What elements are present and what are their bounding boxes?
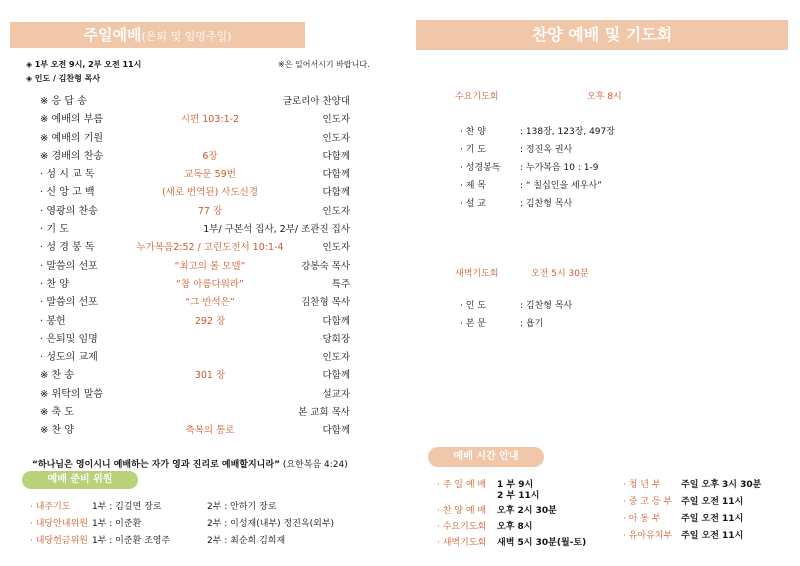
order-content: 누가복음2:52 / 고린도전서 10:1-4 [136, 242, 284, 254]
order-leader: 인도자 [322, 352, 350, 364]
order-row [40, 184, 350, 202]
schedule-row [623, 477, 761, 490]
dawn-row [460, 298, 572, 311]
schedule-time: 오후 2시 30분 [497, 506, 557, 516]
order-leader: 인도자 [322, 114, 350, 126]
prep-committee-title: 예배 준비 위원 [22, 471, 138, 489]
order-row [40, 166, 350, 184]
order-leader: 글로리아 찬양대 [282, 96, 350, 107]
order-item: · 영광의 찬송 [40, 205, 98, 217]
standing-note: ※은 일어서시기 바랍니다. [278, 60, 370, 69]
prep-label: · 내주기도 [30, 502, 71, 512]
prep-row [30, 499, 277, 512]
order-item: · 신 앙 고 백 [40, 187, 95, 199]
order-row [40, 258, 350, 276]
order-leader: 다함께 [322, 315, 350, 327]
order-content: “참 아름다워라” [176, 278, 244, 290]
dawn-title: 새벽기도회 [455, 269, 499, 279]
wed-title: 수요기도회 [455, 92, 499, 102]
schedule-time: 주일 오전 11시 [681, 531, 744, 541]
wed-time: 오후 8시 [587, 92, 622, 102]
schedule-row [437, 535, 586, 548]
schedule-name: · 중 고 등 부 [623, 497, 673, 507]
schedule-time: 오후 8시 [497, 522, 533, 532]
detail-key: · 기 도 [460, 145, 486, 155]
order-content: 시편 103:1-2 [180, 114, 240, 126]
schedule-name: · 찬 양 예 배 [437, 506, 487, 516]
order-leader: 다함께 [322, 150, 350, 162]
order-row [40, 349, 350, 367]
order-row [40, 203, 350, 221]
detail-value: : 누가복음 10 : 1-9 [520, 163, 599, 173]
prep-first: 1부 : 이준환 [92, 519, 142, 529]
order-item: ※ 찬 양 [40, 425, 75, 437]
diamond-icon: ◈ [26, 60, 33, 69]
detail-key: · 제 목 [460, 181, 486, 191]
schedule-row [437, 503, 557, 516]
order-item: · 말씀의 선포 [40, 297, 98, 309]
order-row [40, 221, 350, 239]
order-item: ※ 축 도 [40, 407, 75, 419]
order-item: ※ 위탁의 말씀 [40, 388, 104, 400]
wed-row [460, 178, 602, 191]
schedule-time: 1 부 9시 [497, 480, 534, 490]
order-row [40, 422, 350, 440]
order-leader: 본 교회 목사 [298, 407, 350, 419]
order-row [40, 130, 350, 148]
scripture-quote [32, 457, 348, 470]
schedule-name: · 주 일 예 배 [437, 480, 487, 490]
schedule-time: 주일 오후 3시 30분 [681, 480, 762, 490]
order-row [40, 93, 350, 111]
quote-text: “하나님은 영이시니 예배하는 자가 영과 진리로 예배할지니라” [32, 460, 280, 470]
order-row [40, 294, 350, 312]
page-title [10, 22, 305, 48]
order-item: · 말씀의 선포 [40, 260, 98, 272]
schedule-name: · 청 년 부 [623, 480, 661, 490]
order-item: · 성 경 봉 독 [40, 242, 95, 254]
order-content: 축복의 통로 [185, 425, 235, 437]
prep-second: 2부 : 이성재(내부) 정진옥(외부) [207, 519, 335, 529]
prep-row [30, 516, 334, 529]
order-item: · 성도의 교제 [40, 352, 98, 364]
order-row [40, 239, 350, 257]
detail-value: : 김찬형 목사 [520, 199, 573, 209]
order-content: 6장 [202, 150, 218, 162]
schedule-name: · 새벽기도회 [437, 538, 487, 548]
schedule-row [623, 494, 743, 507]
service-times [26, 59, 141, 70]
dawn-row [460, 316, 543, 329]
order-row [40, 404, 350, 422]
order-leader: 다함께 [322, 425, 350, 437]
detail-value: : 욥기 [520, 319, 544, 329]
schedule-time: 새벽 5시 30분(월-토) [497, 538, 587, 548]
wed-row [460, 196, 572, 209]
order-leader: 설교자 [322, 388, 350, 400]
detail-key: · 성경봉독 [460, 163, 501, 173]
schedule-row [623, 511, 743, 524]
prep-second: 2부 : 안하기 장로 [207, 502, 277, 512]
order-row [40, 276, 350, 294]
detail-key: · 찬 양 [460, 127, 486, 137]
order-item: · 성 시 교 독 [40, 169, 95, 181]
order-content: “최고의 롤 모델” [174, 260, 246, 272]
schedule-name: · 유아유치부 [623, 531, 673, 541]
order-content: “그 반석은” [185, 297, 235, 309]
prep-second: 2부 : 최순희 김희재 [207, 536, 286, 546]
order-leader: 인도자 [322, 132, 350, 144]
schedule-time: 2 부 11시 [497, 491, 540, 501]
wed-row [460, 124, 615, 137]
schedule-name: · 아 동 부 [623, 514, 661, 524]
order-item: · 은퇴및 임명 [40, 333, 98, 345]
order-content: (새로 번역된) 사도신경 [161, 187, 259, 199]
order-leader: 인도자 [322, 205, 350, 217]
prep-row [30, 533, 285, 546]
order-leader: 강봉숙 목사 [301, 260, 350, 272]
order-item: ※ 찬 송 [40, 370, 75, 382]
detail-value: : “ 칠십인을 세우사” [520, 181, 602, 191]
order-leader: 다함께 [322, 370, 350, 382]
detail-key: · 본 문 [460, 319, 486, 329]
wed-row [460, 142, 572, 155]
order-row [40, 111, 350, 129]
order-item: · 찬 양 [40, 278, 69, 290]
order-content: 301 장 [194, 370, 226, 382]
order-leader: 1부/ 구본석 집사, 2부/ 조관진 집사 [203, 224, 350, 236]
right-page-title: 찬양 예배 및 기도회 [416, 20, 788, 50]
detail-value: : 김찬형 목사 [520, 301, 573, 311]
schedule-name: · 수요기도회 [437, 522, 487, 532]
order-row [40, 331, 350, 349]
prep-label: · 내당헌금위원 [30, 536, 88, 546]
prep-label: · 내당안내위원 [30, 519, 88, 529]
order-of-worship [40, 93, 350, 441]
order-leader: 다함께 [322, 169, 350, 181]
prep-first: 1부 : 이준환 조영주 [92, 536, 171, 546]
detail-value: : 정진옥 권사 [520, 145, 573, 155]
order-row [40, 313, 350, 331]
order-leader: 김찬형 목사 [301, 297, 350, 309]
order-leader: 인도자 [322, 242, 350, 254]
order-row [40, 367, 350, 385]
dawn-time: 오전 5시 30분 [531, 269, 589, 279]
order-item: · 봉헌 [40, 315, 66, 327]
title-subtitle: (은퇴 및 임명주일) [141, 30, 232, 43]
wed-row [460, 160, 598, 173]
prep-first: 1부 : 김길면 장로 [92, 502, 162, 512]
schedule-row [437, 519, 532, 532]
schedule-time: 주일 오전 11시 [681, 497, 744, 507]
schedule-row [623, 528, 743, 541]
schedule-row [437, 488, 539, 501]
order-leader: 당회장 [322, 333, 350, 345]
order-row [40, 386, 350, 404]
schedule-time: 주일 오전 11시 [681, 514, 744, 524]
leader-text: 인도 / 김찬형 목사 [34, 74, 101, 83]
diamond-icon: ◈ [26, 74, 33, 83]
order-content: 292 장 [194, 315, 226, 327]
detail-value: : 138장, 123장, 497장 [520, 127, 615, 137]
order-content: 77 장 [197, 205, 223, 217]
order-item: ※ 경배의 찬송 [40, 150, 104, 162]
times-text: 1부 오전 9시, 2부 오전 11시 [34, 60, 142, 69]
detail-key: · 인 도 [460, 301, 486, 311]
detail-key: · 설 교 [460, 199, 486, 209]
order-leader: 특주 [331, 278, 350, 290]
order-item: ※ 응 답 송 [40, 96, 87, 107]
order-content: 교독문 59번 [184, 169, 236, 181]
order-item: · 기 도 [40, 224, 69, 236]
order-item: ※ 예배의 기원 [40, 132, 104, 144]
order-item: ※ 예배의 부름 [40, 114, 104, 126]
order-row [40, 148, 350, 166]
order-leader: 다함께 [322, 187, 350, 199]
title-text: 주일예배 [83, 26, 142, 44]
schedule-title: 예배 시간 안내 [428, 447, 544, 467]
leader-line [26, 73, 100, 84]
quote-reference: (요한복음 4:24) [279, 460, 348, 470]
